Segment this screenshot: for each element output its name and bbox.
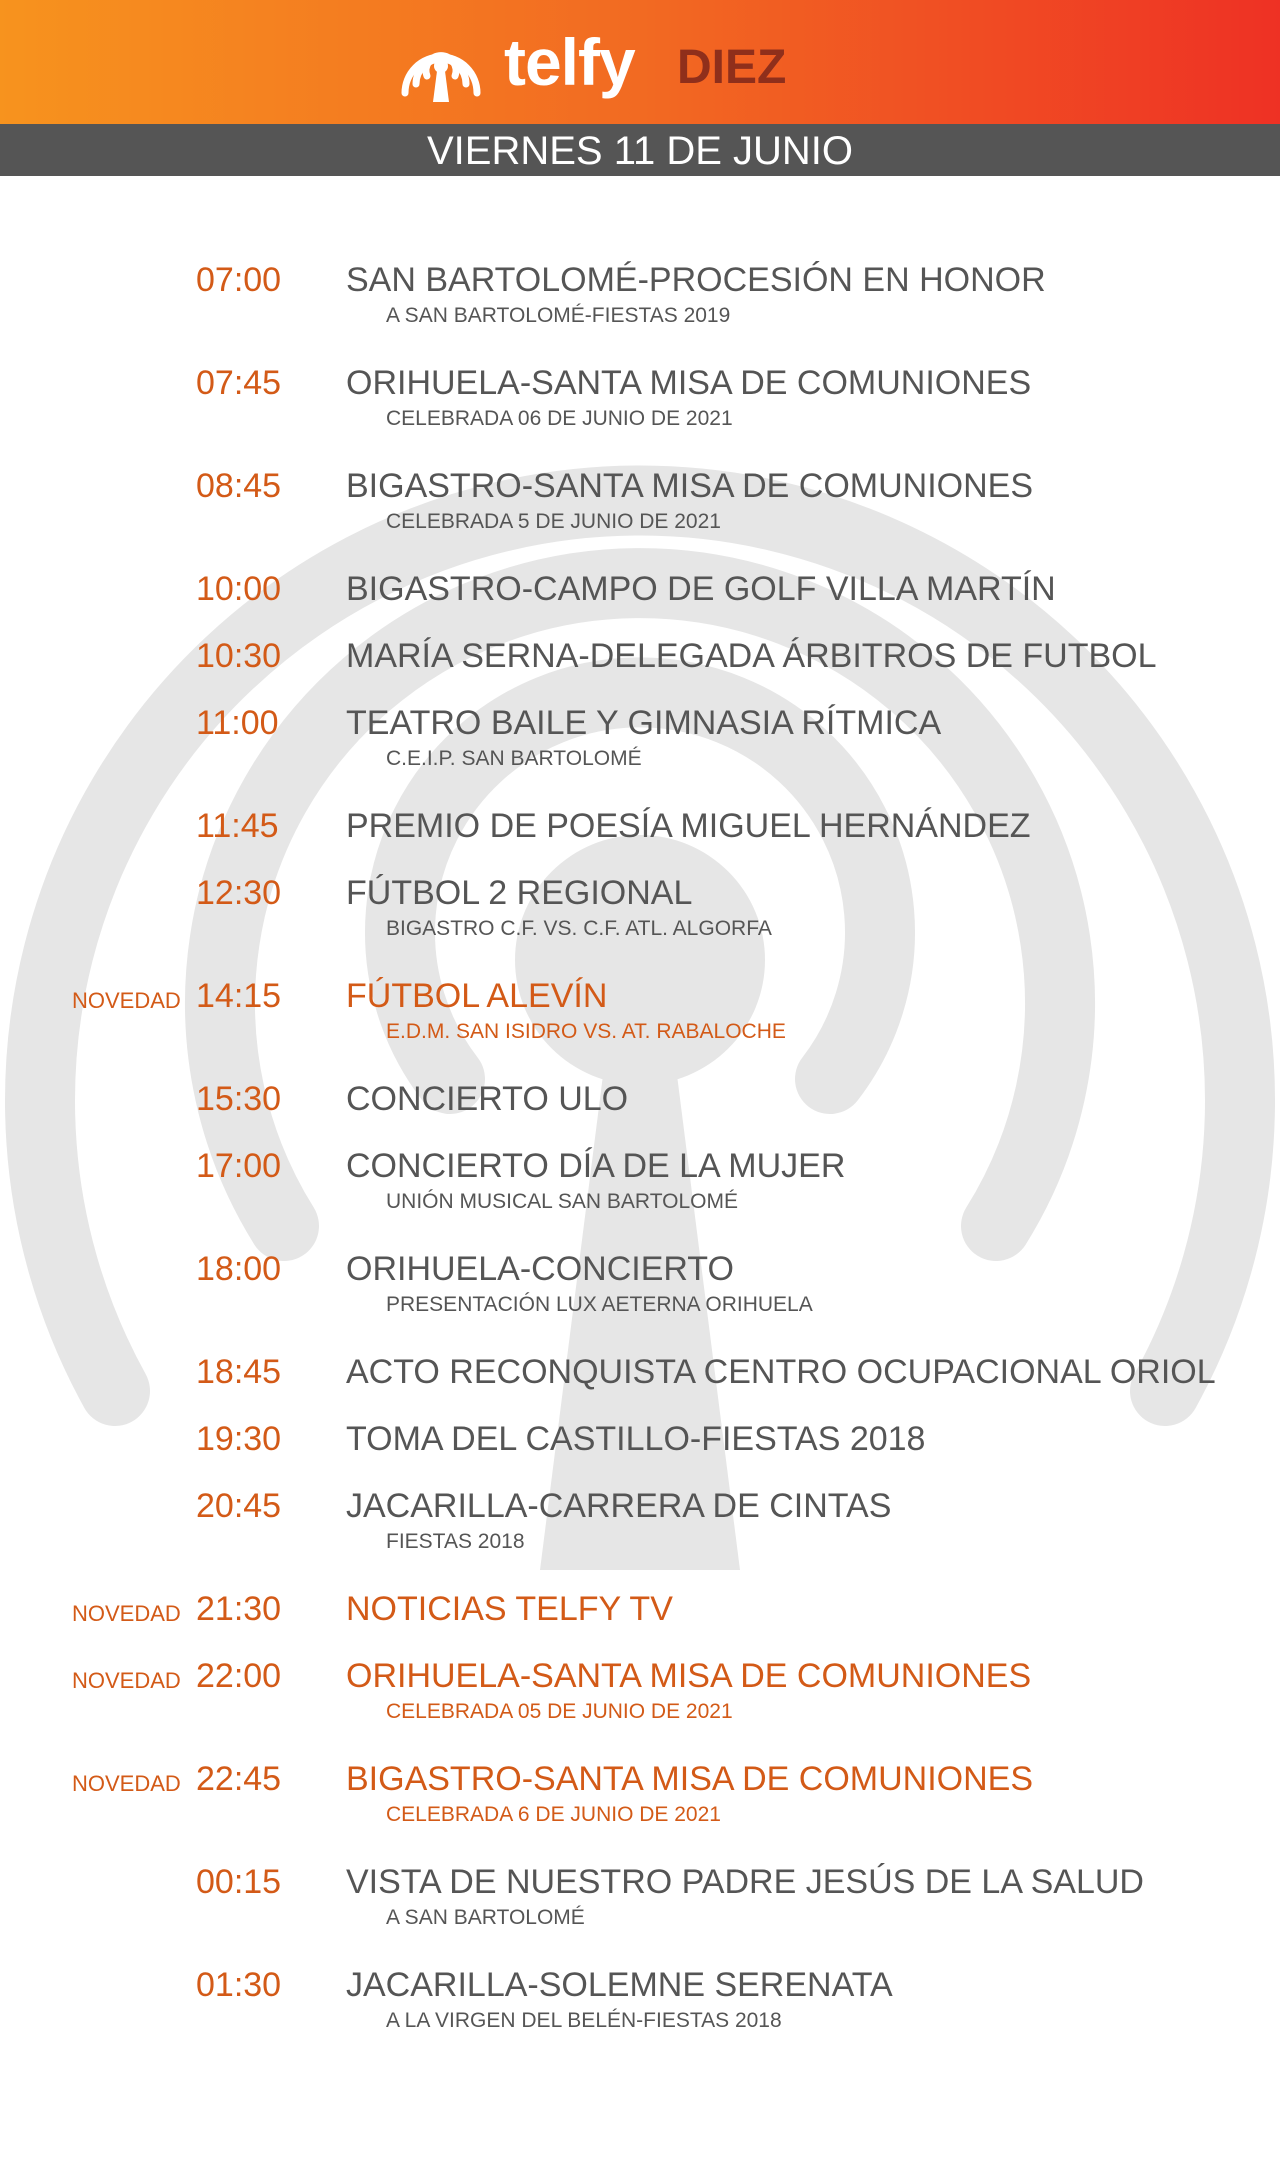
- program-time: 11:45: [196, 807, 279, 845]
- program-subtitle: PRESENTACIÓN LUX AETERNA ORIHUELA: [386, 1293, 813, 1316]
- novedad-badge: NOVEDAD: [72, 1601, 181, 1626]
- program-time: 22:00: [196, 1657, 282, 1695]
- program-subtitle: UNIÓN MUSICAL SAN BARTOLOMÉ: [386, 1190, 739, 1213]
- program-time: 17:00: [196, 1147, 282, 1185]
- program-title: BIGASTRO-SANTA MISA DE COMUNIONES: [346, 467, 1034, 505]
- program-time: 14:15: [196, 977, 282, 1015]
- program-time: 08:45: [196, 467, 282, 505]
- program-time: 10:00: [196, 570, 282, 608]
- program-time: 07:45: [196, 364, 282, 402]
- program-title: TEATRO BAILE Y GIMNASIA RÍTMICA: [346, 704, 942, 742]
- program-subtitle: C.E.I.P. SAN BARTOLOMÉ: [386, 747, 642, 770]
- program-subtitle: A SAN BARTOLOMÉ: [386, 1906, 585, 1929]
- program-time: 22:45: [196, 1760, 282, 1798]
- program-time: 18:45: [196, 1353, 282, 1391]
- program-time: 18:00: [196, 1250, 282, 1288]
- date-label: VIERNES 11 DE JUNIO: [426, 129, 854, 173]
- program-subtitle: FIESTAS 2018: [386, 1530, 525, 1553]
- channel-name: DIEZ: [677, 41, 787, 94]
- program-title: CONCIERTO ULO: [346, 1080, 629, 1118]
- program-time: 00:15: [196, 1863, 282, 1901]
- program-title: FÚTBOL 2 REGIONAL: [346, 874, 693, 912]
- program-subtitle: A LA VIRGEN DEL BELÉN-FIESTAS 2018: [386, 2009, 782, 2032]
- brand-name: telfy: [504, 25, 635, 99]
- program-title: JACARILLA-SOLEMNE SERENATA: [346, 1966, 893, 2004]
- program-title: ACTO RECONQUISTA CENTRO OCUPACIONAL ORIOL: [346, 1353, 1216, 1391]
- program-title: PREMIO DE POESÍA MIGUEL HERNÁNDEZ: [346, 807, 1031, 845]
- program-time: 10:30: [196, 637, 282, 675]
- program-title: ORIHUELA-SANTA MISA DE COMUNIONES: [346, 1657, 1032, 1695]
- program-title: BIGASTRO-CAMPO DE GOLF VILLA MARTÍN: [346, 570, 1056, 608]
- program-title: JACARILLA-CARRERA DE CINTAS: [346, 1487, 892, 1525]
- program-title: BIGASTRO-SANTA MISA DE COMUNIONES: [346, 1760, 1034, 1798]
- program-title: TOMA DEL CASTILLO-FIESTAS 2018: [346, 1420, 926, 1458]
- program-title: SAN BARTOLOMÉ-PROCESIÓN EN HONOR: [346, 261, 1046, 299]
- program-time: 15:30: [196, 1080, 282, 1118]
- program-time: 11:00: [196, 704, 279, 742]
- program-title: ORIHUELA-CONCIERTO: [346, 1250, 734, 1288]
- program-title: VISTA DE NUESTRO PADRE JESÚS DE LA SALUD: [346, 1863, 1144, 1901]
- program-time: 21:30: [196, 1590, 282, 1628]
- program-subtitle: E.D.M. SAN ISIDRO VS. AT. RABALOCHE: [386, 1020, 786, 1043]
- program-subtitle: A SAN BARTOLOMÉ-FIESTAS 2019: [386, 304, 731, 327]
- program-title: FÚTBOL ALEVÍN: [346, 977, 608, 1015]
- program-time: 20:45: [196, 1487, 282, 1525]
- program-title: ORIHUELA-SANTA MISA DE COMUNIONES: [346, 364, 1032, 402]
- program-subtitle: CELEBRADA 5 DE JUNIO DE 2021: [386, 510, 721, 533]
- program-title: NOTICIAS TELFY TV: [346, 1590, 673, 1628]
- program-title: CONCIERTO DÍA DE LA MUJER: [346, 1147, 846, 1185]
- program-time: 19:30: [196, 1420, 282, 1458]
- program-title: MARÍA SERNA-DELEGADA ÁRBITROS DE FUTBOL: [346, 637, 1157, 675]
- novedad-badge: NOVEDAD: [72, 1771, 181, 1796]
- program-subtitle: CELEBRADA 05 DE JUNIO DE 2021: [386, 1700, 733, 1723]
- program-time: 07:00: [196, 261, 282, 299]
- program-time: 01:30: [196, 1966, 282, 2004]
- program-time: 12:30: [196, 874, 282, 912]
- program-subtitle: CELEBRADA 6 DE JUNIO DE 2021: [386, 1803, 721, 1826]
- program-subtitle: BIGASTRO C.F. VS. C.F. ATL. ALGORFA: [386, 917, 772, 940]
- novedad-badge: NOVEDAD: [72, 988, 181, 1013]
- novedad-badge: NOVEDAD: [72, 1668, 181, 1693]
- program-subtitle: CELEBRADA 06 DE JUNIO DE 2021: [386, 407, 733, 430]
